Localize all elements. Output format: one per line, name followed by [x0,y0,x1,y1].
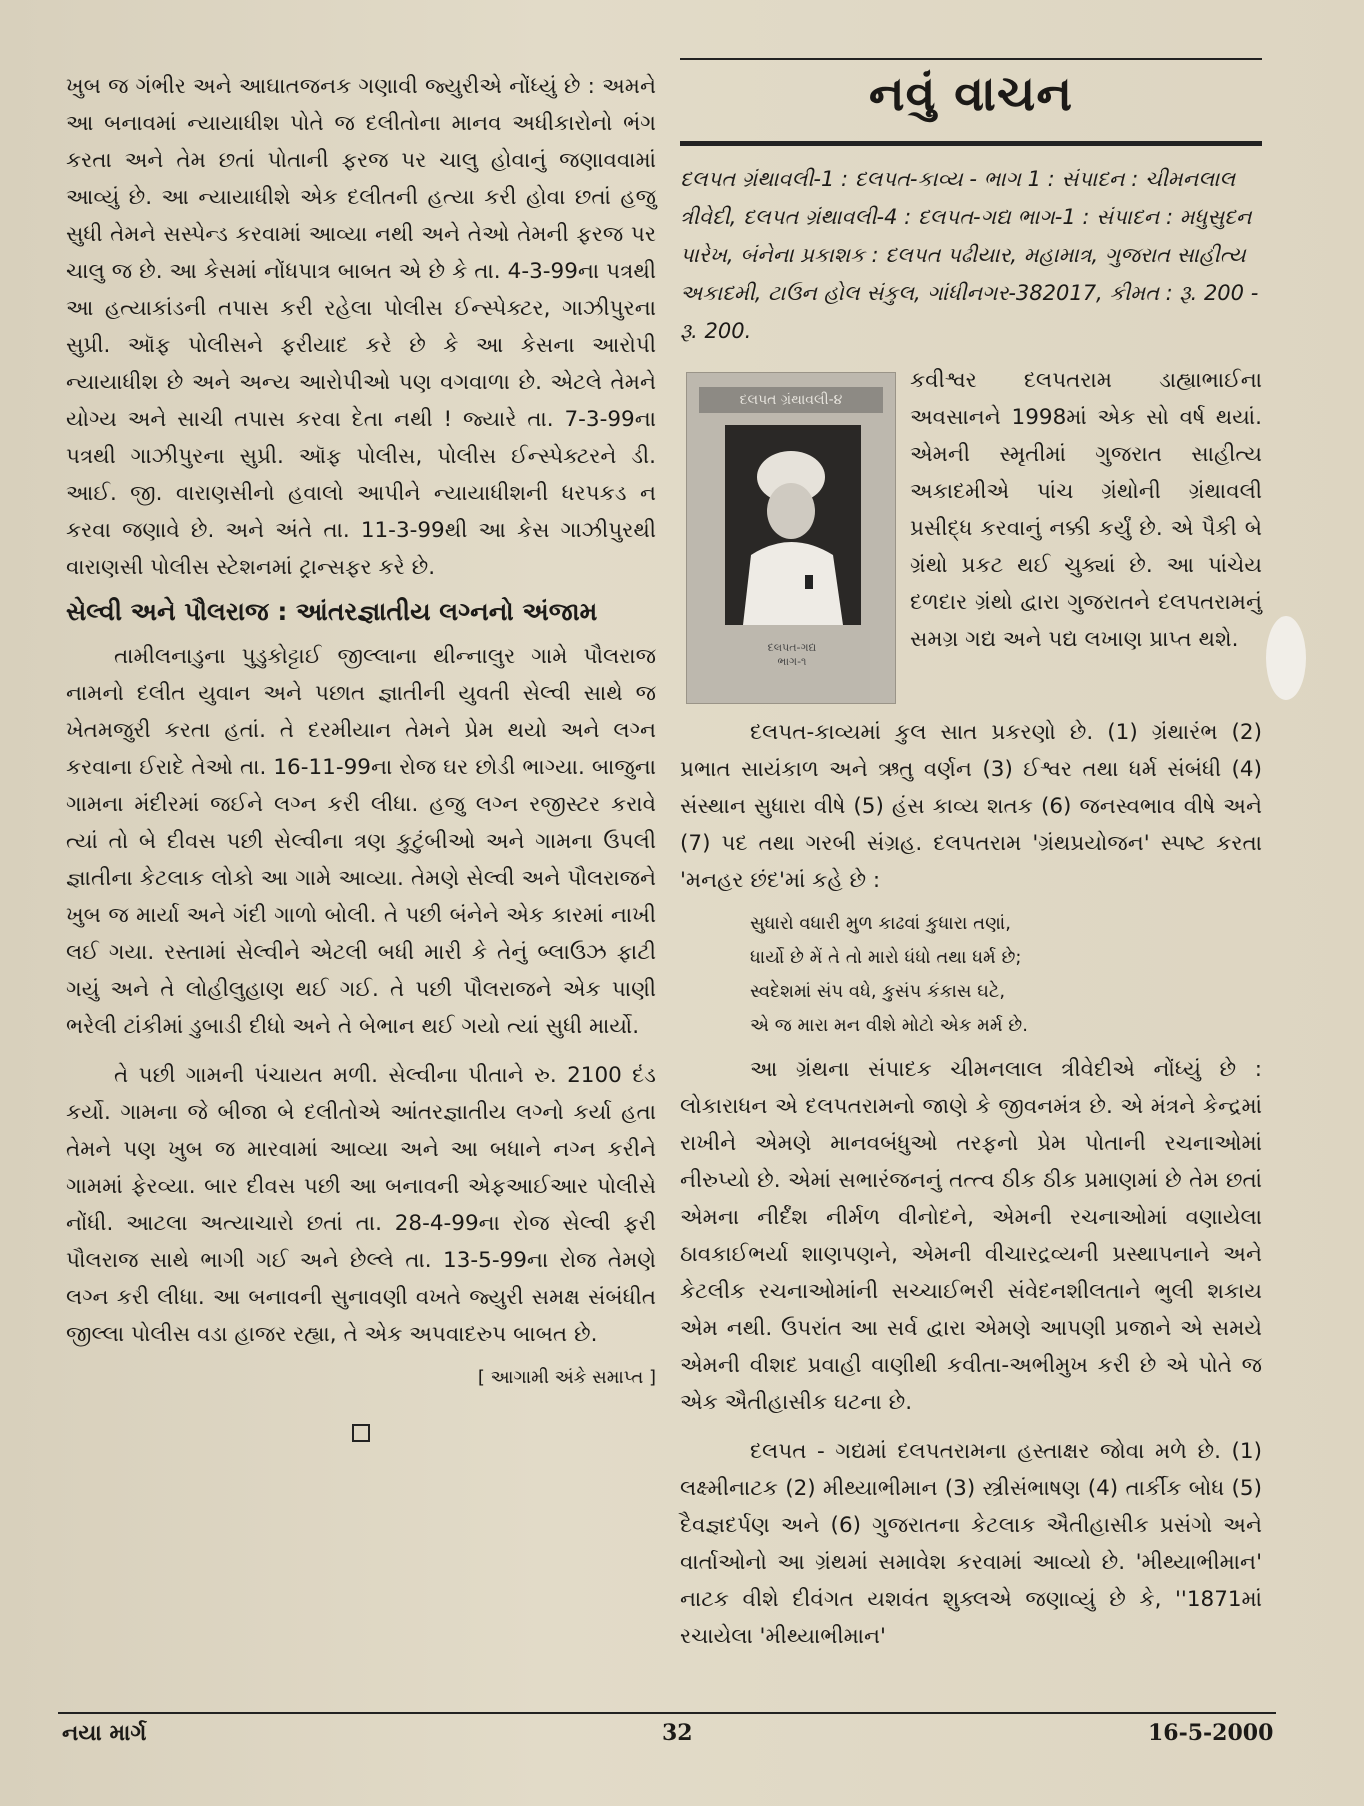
bibliography: દલપત ગ્રંથાવલી-1 : દલપત-કાવ્ય - ભાગ 1 : સંપાદન : ચીમનલાલ ત્રીવેદી, દલપત ગ્રંથાવલી-4 : દલપત-ગદ્ય ભાગ-1 : સંપાદન : મધુસુદન પારેખ, બંનેના પ્રકાશક : દલપત પઢીયાર, મહામાત્ર, ગુજરાત સાહીત્ય અકાદમી, ટાઉન હોલ સંકુલ, ગાંધીનગર-382017, કીમત : રૂ. 200 - રૂ. 200. [680,167,1259,343]
left-paragraph-3: તે પછી ગામની પંચાયત મળી. સેલ્વીના પીતાને રુ. 2100 દંડ કર્યો. ગામના જે બીજા બે દલીતોએ આંતરજ્ઞાતીય લગ્નો કર્યા હતા તેમને પણ ખુબ જ મારવામાં આવ્યા અને આ બધાને નગ્ન કરીને ગામમાં ફેરવ્યા. બાર દીવસ પછી આ બનાવની એફઆઈઆર પોલીસે નોંધી. આટલા અત્યાચારો છતાં તા. 28-4-99ના રોજ સેલ્વી ફરી પૌલરાજ સાથે ભાગી ગઈ અને છેલ્લે તા. 13-5-99ના રોજ તેમણે લગ્ન કરી લીધા. આ બનાવની સુનાવણી વખતે જ્યુરી સમક્ષ સંબંધીત જીલ્લા પોલીસ વડા હાજર રહ્યા, તે એક અપવાદરુપ બાબત છે. [66,1063,656,1347]
left-column [66,68,656,1442]
section-subheading: સેલ્વી અને પૌલરાજ : આંતરજ્ઞાતીય લગ્નનો અંજામ [66,597,598,626]
book-cover-title: દલપત ગ્રંથાવલી-૪ [699,387,883,413]
page-hole [1266,616,1306,700]
footer-publication: નયા માર્ગ [62,1720,147,1746]
poem-line: એ જ મારા મન વીશે મોટો એક મર્મ છે. [750,1015,1028,1036]
left-paragraph-2: તામીલનાડુના પુડુકોટ્ટાઈ જીલ્લાના થીન્નાલુર ગામે પૌલરાજ નામનો દલીત યુવાન અને પછાત જ્ઞાતીની યુવતી સેલ્વી સાથે જ ખેતમજુરી કરતા હતાં. તે દરમીયાન તેમને પ્રેમ થયો અને લગ્ન કરવાના ઈરાદે તેઓ તા. 16-11-99ના રોજ ઘર છોડી ભાગ્યા. બાજુના ગામના મંદીરમાં જઈને લગ્ન કરી લીધા. હજુ લગ્ન રજીસ્ટર કરાવે ત્યાં તો બે દીવસ પછી સેલ્વીના ત્રણ કુટુંબીઓ અને ગામના ઉપલી જ્ઞાતીના કેટલાક લોકો આ ગામે આવ્યા. તેમણે સેલ્વી અને પૌલરાજને ખુબ જ માર્યા અને ગંદી ગાળો બોલી. તે પછી બંનેને એક કારમાં નાખી લઈ ગયા. રસ્તામાં સેલ્વીને એટલી બધી મારી કે તેનું બ્લાઉઝ ફાટી ગયું અને તે લોહીલુહાણ થઈ ગઈ. તે પછી પૌલરાજને એક પાણી ભરેલી ટાંકીમાં ડુબાડી દીધો અને તે બેભાન થઈ ગયો ત્યાં સુધી માર્યો. [66,644,656,1039]
left-paragraph-1: ખુબ જ ગંભીર અને આઘાતજનક ગણાવી જ્યુરીએ નોંધ્યું છે : અમને આ બનાવમાં ન્યાયાધીશ પોતે જ દલીતોના માનવ અધીકારોનો ભંગ કરતા અને તેમ છતાં પોતાની ફરજ પર ચાલુ હોવાનું જણાવવામાં આવ્યું છે. આ ન્યાયાધીશે એક દલીતની હત્યા કરી હોવા છતાં હજુ સુધી તેમને સસ્પેન્ડ કરવામાં આવ્યા નથી અને તેઓ તેમની ફરજ પર ચાલુ જ છે. આ કેસમાં નોંધપાત્ર બાબત એ છે કે તા. 4-3-99ના પત્રથી આ હત્યાકાંડની તપાસ કરી રહેલા પોલીસ ઈન્સ્પેક્ટર, ગાઝીપુરના સુપ્રી. ઑફ પોલીસને ફરીયાદ કરે છે કે આ કેસના આરોપી ન્યાયાધીશ છે અને અન્ય આરોપીઓ પણ વગવાળા છે. એટલે તેમને યોગ્ય અને સાચી તપાસ કરવા દેતા નથી ! જ્યારે તા. 7-3-99ના પત્રથી ગાઝીપુરના સુપ્રી. ઑફ પોલીસ, પોલીસ ઈન્સ્પેક્ટરને ડી. આઈ. જી. વારાણસીનો હવાલો આપીને ન્યાયાધીશની ધરપકડ ન કરવા જણાવે છે. અને અંતે તા. 11-3-99થી આ કેસ ગાઝીપુરથી વારાણસી પોલીસ સ્ટેશનમાં ટ્રાન્સફર કરે છે. [66,74,656,580]
footer-page-number: 32 [662,1720,693,1746]
right-column [680,58,1262,1655]
poem-line: ધાર્યો છે મેં તે તો મારો ધંધો તથા ધર્મ છે; [750,947,1022,968]
right-paragraph-2: દલપત-કાવ્યમાં કુલ સાત પ્રકરણો છે. (1) ગ્રંથારંભ (2) પ્રભાત સાયંકાળ અને ઋતુ વર્ણન (3) ઈશ્વર તથા ધર્મ સંબંધી (4) સંસ્થાન સુધારા વીષે (5) હંસ કાવ્ય શતક (6) જનસ્વભાવ વીષે અને (7) પદ તથા ગરબી સંગ્રહ. દલપતરામ 'ગ્રંથપ્રયોજન' સ્પષ્ટ કરતા 'મનહર છંદ'માં કહે છે : [680,720,1262,893]
poem [750,907,1262,1043]
poem-line: સ્વદેશમાં સંપ વધે, કુસંપ કંકાસ ઘટે, [750,981,1006,1002]
heading-bottom-rule [680,141,1262,146]
section-heading: નવું વાચન [868,66,1074,122]
poem-line: સુધારો વધારી મુળ કાઢવાં કુધારા તણાં, [750,913,1011,934]
right-paragraph-4: દલપત - ગદ્યમાં દલપતરામના હસ્તાક્ષર જોવા મળે છે. (1) લક્ષ્મીનાટક (2) મીથ્યાભીમાન (3) સ્ત્રીસંભાષણ (4) તાર્કીક બોધ (5) દૈવજ્ઞદર્પણ અને (6) ગુજરાતના કેટલાક ઐતીહાસીક પ્રસંગો અને વાર્તાઓનો આ ગ્રંથમાં સમાવેશ કરવામાં આવ્યો છે. 'મીથ્યાભીમાન' નાટક વીશે દીવંગત યશવંત શુક્લએ જણાવ્યું છે કે, ''1871માં રચાયેલા 'મીથ્યાભીમાન' [680,1439,1262,1649]
right-paragraph-1: કવીશ્વર દલપતરામ ડાહ્યાભાઈના અવસાનને 1998માં એક સો વર્ષ થયાં. એમની સ્મૃતીમાં ગુજરાત સાહીત્ય અકાદમીએ પાંચ ગ્રંથોની ગ્રંથાવલી પ્રસીદ્ધ કરવાનું નક્કી કર્યું છે. એ પૈકી બે ગ્રંથો પ્રકટ થઈ ચુક્યાં છે. આ પાંચેય દળદાર ગ્રંથો દ્વારા ગુજરાતને દલપતરામનું સમગ્ર ગદ્ય અને પદ્ય લખાણ પ્રાપ્ત થશે. [910,368,1262,652]
right-paragraph-3: આ ગ્રંથના સંપાદક ચીમનલાલ ત્રીવેદીએ નોંધ્યું છે : લોકારાધન એ દલપતરામનો જાણે કે જીવનમંત્ર છે. એ મંત્રને કેન્દ્રમાં રાખીને એમણે માનવબંધુઓ તરફનો પ્રેમ પોતાની રચનાઓમાં નીરુપ્યો છે. એમાં સભારંજનનું તત્ત્વ ઠીક ઠીક પ્રમાણમાં છે તેમ છતાં એમના નીર્દંશ નીર્મળ વીનોદને, એમની રચનાઓમાં વણાયેલા ઠાવકાઈભર્યા શાણપણને, એમની વીચારદ્રવ્યની પ્રસ્થાપનાને અને કેટલીક રચનાઓમાંની સચ્ચાઈભરી સંવેદનશીલતાને ભુલી શકાય એમ નથી. ઉપરાંત આ સર્વ દ્વારા એમણે આપણી પ્રજાને એ સમયે એમની વીશદ પ્રવાહી વાણીથી કવીતા-અભીમુખ કરી છે એ પોતે જ એક ઐતીહાસીક ઘટના છે. [680,1057,1262,1415]
continued-note: [ આગામી અંકે સમાપ્ત ] [477,1367,656,1388]
portrait-icon [725,425,861,625]
book-cover-image [686,372,896,704]
footer-date: 16-5-2000 [1148,1720,1274,1746]
book-cover-subtitle: દલપત-ગદ્ય ભાગ-૧ [767,641,817,668]
footer-rule [58,1712,1276,1714]
portrait-image [725,425,861,625]
book-block [680,362,1262,714]
end-mark-icon [352,1424,370,1442]
